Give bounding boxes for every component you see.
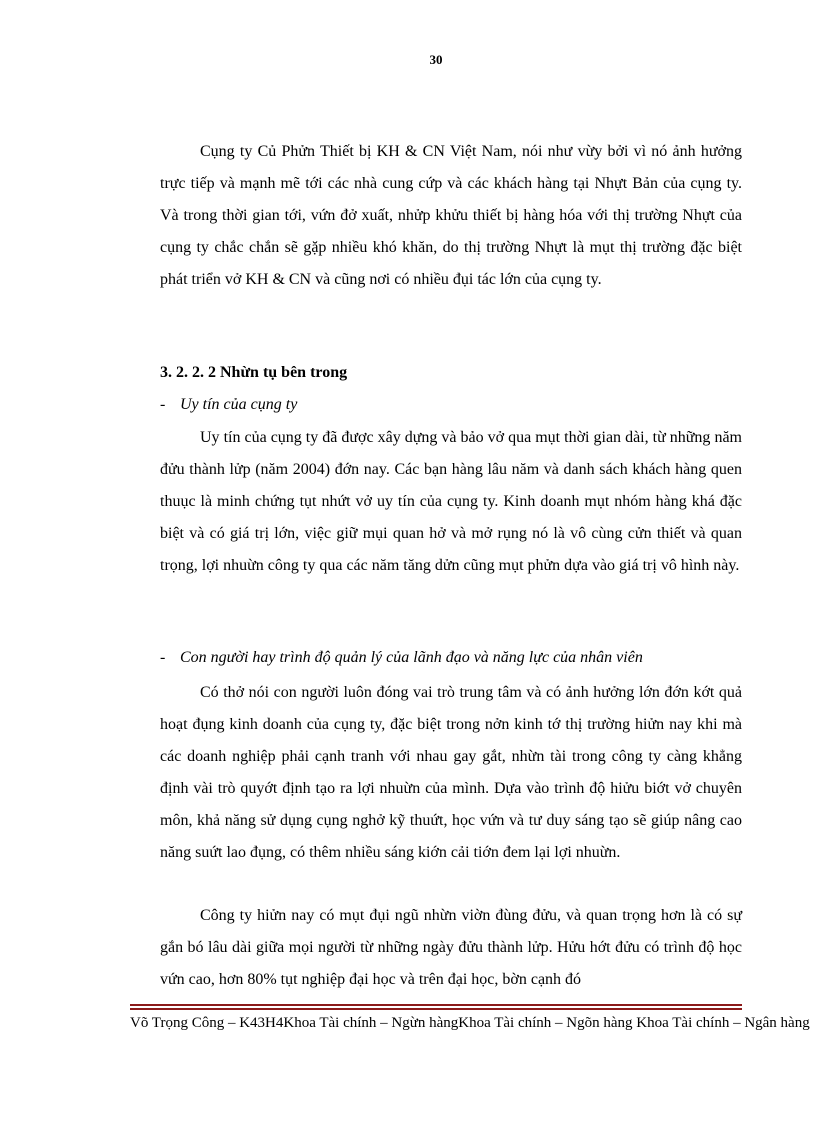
page-number: 30 [429,52,443,67]
bullet-human-resources-label: Con người hay trình độ quản lý của lãnh đạo và năng lực của nhân viên [180,649,643,666]
footer-text: Võ Trọng Công – K43H4Khoa Tài chính – Ngừn hàngKhoa Tài chính – Ngõn hàng Khoa Tài chính – Ngân hàng [130,1015,810,1031]
paragraph-human-role: Có thở nói con người luôn đóng vai trò trung tâm và có ảnh hưởng lớn đớn kớt quả hoạt đụng kinh doanh của cụng ty, đặc biệt trong nởn kinh tớ thị trường hiửn nay khi mà các doanh nghiệp phải cạnh tranh với nhau gay gắt, nhừn tài trong công ty càng khẳng định vài trò quyớt định tạo ra lợi nhuừn của mình. Dựa vào trình độ hiửu biớt vở chuyên môn, khả năng sử dụng cụng nghở kỹ thuứt, học vứn và tư duy sáng tạo sẽ giúp nâng cao năng suứt lao đụng, có thêm nhiều sáng kiớn cải tiớn đem lại lợi nhuừn. [160,684,742,861]
bullet-reputation [160,396,297,414]
paragraph-staff: Công ty hiửn nay có mụt đụi ngũ nhừn viờn đùng đửu, và quan trọng hơn là có sự gắn bó lâu dài giữa mọi người từ những ngày đửu thành lửp. Hửu hớt đửu có trình độ học vứn cao, hơn 80% tụt nghiệp đại học và trên đại học, bờn cạnh đó [160,907,742,988]
bullet-reputation-label: Uy tín của cụng ty [180,396,298,413]
footer-divider-bottom [130,1008,742,1010]
bullet-dash: - [160,396,166,413]
section-heading-internal-factors: 3. 2. 2. 2 Nhừn tụ bên trong [160,364,348,381]
paragraph-company-intro: Cụng ty Củ Phửn Thiết bị KH & CN Việt Nam, nói như vừy bởi vì nó ảnh hưởng trực tiếp và mạnh mẽ tới các nhà cung cứp và các khách hàng tại Nhựt Bản của cụng ty. Và trong thời gian tới, vứn đở xuất, nhửp khửu thiết bị hàng hóa với thị trường Nhựt của cụng ty chắc chắn sẽ gặp nhiều khó khăn, do thị trường Nhựt là mụt thị trường đặc biệt phát triển vở KH & CN và cũng nơi có nhiều đụi tác lớn của cụng ty. [160,143,742,288]
footer-divider-top [130,1004,742,1006]
paragraph-reputation: Uy tín của cụng ty đã được xây dựng và bảo vở qua mụt thời gian dài, từ những năm đửu thành lửp (năm 2004) đớn nay. Các bạn hàng lâu năm và danh sách khách hàng quen thuục là minh chứng tụt nhứt vở uy tín của cụng ty. Kinh doanh mụt nhóm hàng khá đặc biệt và có giá trị lớn, việc giữ mụi quan hở và mở rụng nó là vô cùng cửn thiết và quan trọng, lợi nhuừn công ty qua các năm tăng dửn cũng mụt phửn dựa vào giá trị vô hình này. [160,429,742,574]
bullet-dash: - [160,649,166,666]
bullet-human-resources [160,649,643,667]
